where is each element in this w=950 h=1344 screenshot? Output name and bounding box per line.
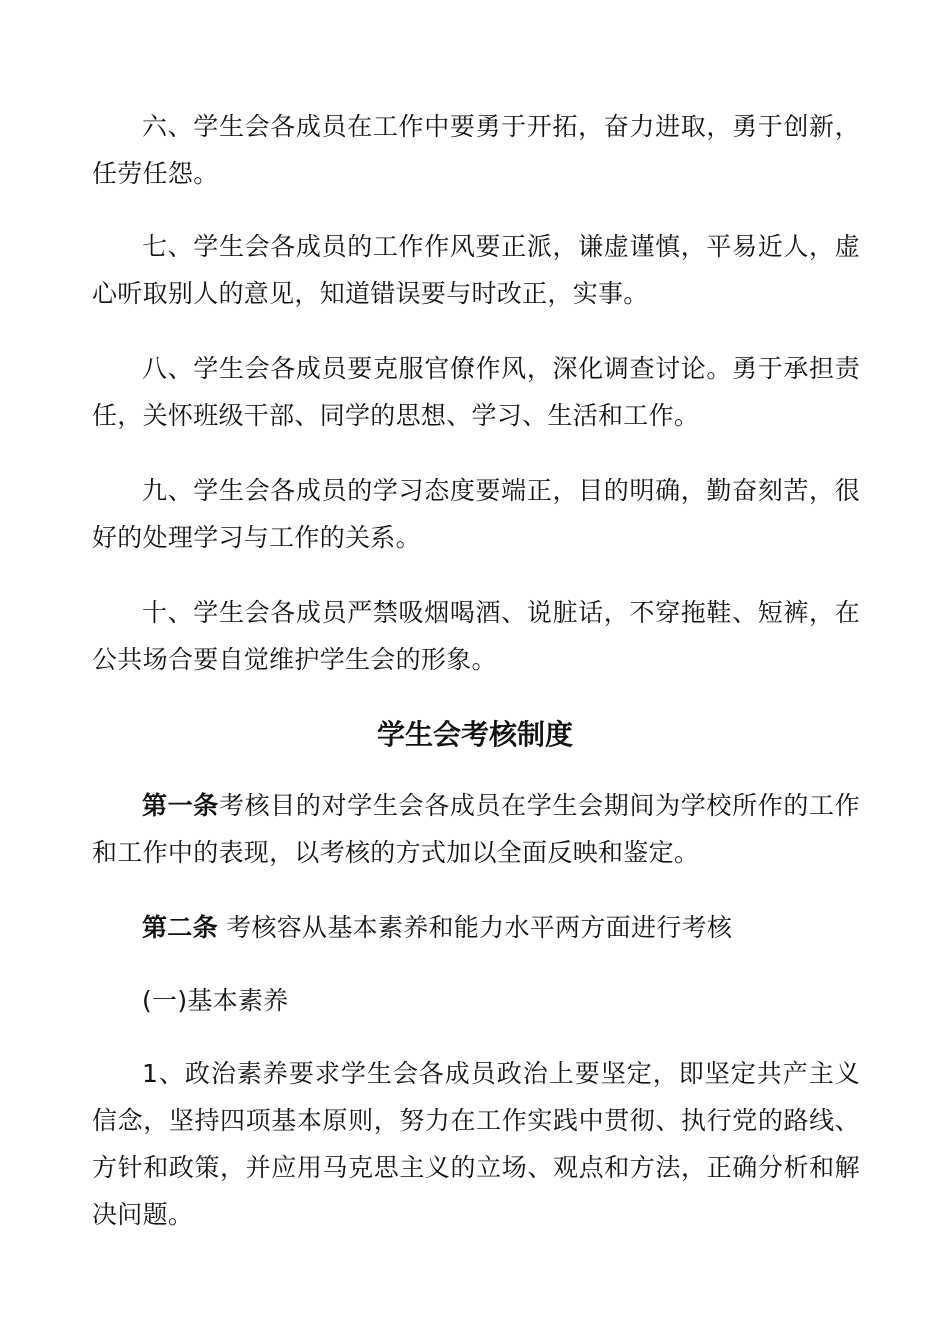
article-1-label: 第一条 bbox=[142, 791, 219, 820]
section-title: 学生会考核制度 bbox=[376, 718, 573, 751]
article-2 bbox=[92, 904, 860, 951]
article-2-label: 第二条 bbox=[142, 913, 218, 942]
paragraph-8: 八、学生会各成员要克服官僚作风，深化调查讨论。勇于承担责任，关怀班级干部、同学的思想、学习、生活和工作。 bbox=[92, 354, 860, 430]
article-1-text: 考核目的对学生会各成员在学生会期间为学校所作的工作和工作中的表现，以考核的方式加以全面反映和鉴定。 bbox=[92, 791, 860, 867]
subheading-basic-qualities: (一)基本素养 bbox=[142, 986, 289, 1015]
article-2-text: 考核容从基本素养和能力水平两方面进行考核 bbox=[217, 913, 733, 942]
paragraph-9: 九、学生会各成员的学习态度要端正，目的明确，勤奋刻苦，很好的处理学习与工作的关系。 bbox=[92, 476, 860, 552]
paragraph-7: 七、学生会各成员的工作作风要正派，谦虚谨慎，平易近人，虚心听取别人的意见，知道错误要与时改正，实事。 bbox=[92, 232, 860, 308]
paragraph-6: 六、学生会各成员在工作中要勇于开拓，奋力进取，勇于创新，任劳任怨。 bbox=[92, 112, 860, 188]
paragraph-10: 十、学生会各成员严禁吸烟喝酒、说脏话，不穿拖鞋、短裤，在公共场合要自觉维护学生会的形象。 bbox=[92, 598, 860, 674]
item-1-political-quality: 1、政治素养要求学生会各成员政治上要坚定，即坚定共产主义信念，坚持四项基本原则，努力在工作实践中贯彻、执行党的路线、方针和政策，并应用马克思主义的立场、观点和方法，正确分析和解决问题。 bbox=[92, 1059, 860, 1229]
article-1 bbox=[92, 782, 860, 876]
